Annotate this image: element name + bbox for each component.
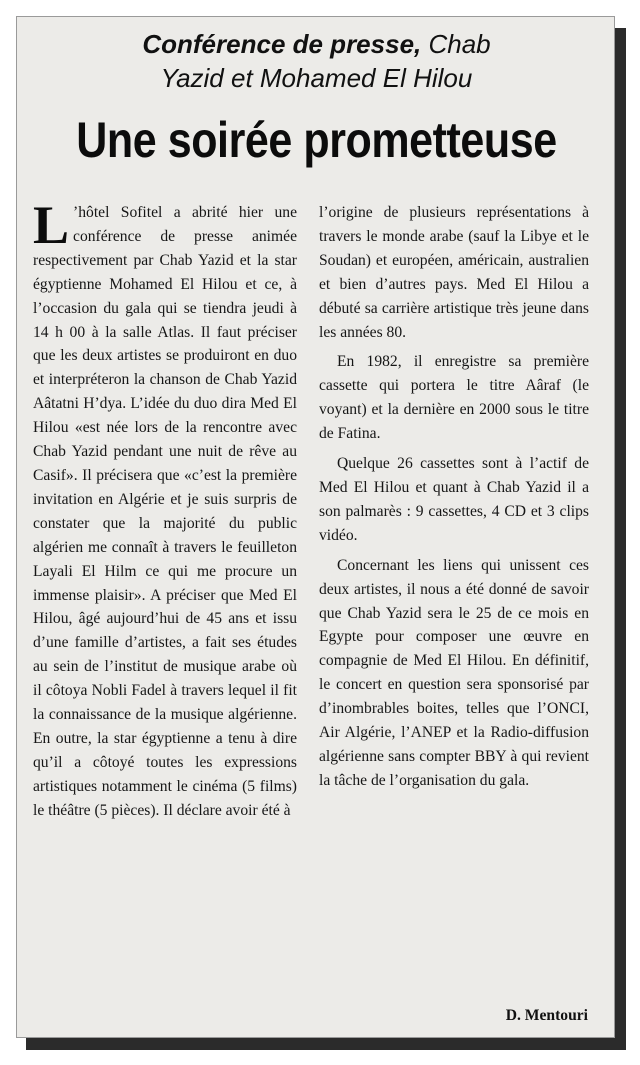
newspaper-clipping (16, 16, 615, 1038)
right-paragraph-3: Quelque 26 cassettes sont à l’actif de Med El Hilou et quant à Chab Yazid il a son palmarès : 9 cassettes, 4 CD et 3 clips vidéo. (319, 455, 589, 544)
left-column (33, 195, 297, 823)
left-column-text: ’hôtel Sofitel a abrité hier une conférence de presse animée respectivement par Chab Yazid et la star égyptienne Mohamed El Hilou et ce, à l’occasion du gala qui se tiendra jeudi à 14 h 00 à la salle Atlas. Il faut préciser que les deux artistes se produiront en duo et interpréteron la chanson de Chab Yazid Aâtatni H’dya. L’idée du duo dira Med El Hilou «est née lors de la rencontre avec Chab Yazid pendant une nuit de rêve au Casif». Il précisera que «c’est la première invitation en Algérie et je suis surpris de constater que la majorité du public algérien me connaît à travers le feuilleton Layali El Hilm ce qui me procure un immense plaisir». A préciser que Med El Hilou, âgé aujourd’hui de 45 ans et issu d’une famille d’artistes, a fait ses études au sein de l’institut de musique arabe où il côtoya Nobli Fadel à travers lequel il fit la connaissance de la musique algérienne. En outre, la star égyptienne a tenu à dire qu’il a côtoyé toutes les expressions artistiques notamment le cinéma (5 films) le théâtre (5 pièces). Il déclare avoir été à (33, 204, 297, 819)
kicker-line-1 (17, 27, 615, 61)
left-paragraph (33, 195, 297, 823)
kicker-line-2: Yazid et Mohamed El Hilou (160, 63, 473, 93)
author-signature: D. Mentouri (505, 1007, 588, 1024)
kicker-bold: Conférence de presse, (142, 29, 422, 59)
headline: Une soirée prometteuse (76, 112, 557, 168)
kicker-rest: Chab (421, 29, 491, 59)
right-paragraph-1: l’origine de plusieurs représentations à travers le monde arabe (sauf la Libye et le Soudan) et européen, américain, australien et bien d’autres pays. Med El Hilou a débuté sa carrière artistique très jeune dans les années 80. (319, 204, 589, 341)
right-column (319, 201, 589, 793)
right-paragraph-4: Concernant les liens qui unissent ces deux artistes, il nous a été donné de savoir que Chab Yazid sera le 25 de ce mois en Egypte pour composer une œuvre en compagnie de Med El Hilou. En définitif, le concert en question sera sponsorisé par d’inombrables boites, telles que l’ONCI, Air Algérie, l’ANEP et la Radio-diffusion algérienne sans compter BBY à qui revient la tâche de l’organisation du gala. (319, 556, 589, 789)
right-paragraph-2: En 1982, il enregistre sa première cassette qui portera le titre Aâraf (le voyant) et la dernière en 2000 sous le titre de Fatina. (319, 353, 589, 443)
drop-cap: L (33, 195, 70, 255)
